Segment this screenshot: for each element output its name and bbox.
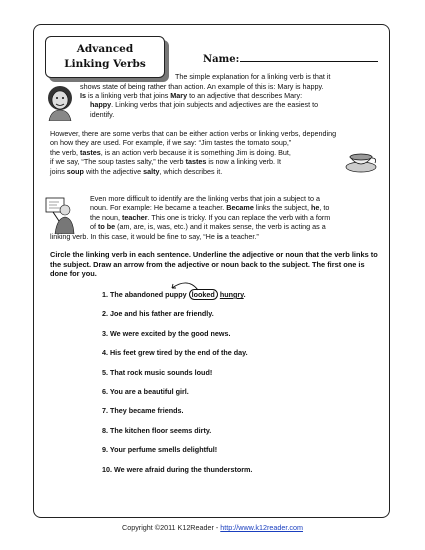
- p2-line-5: joins soup with the adjective salty, which describes it.: [50, 166, 223, 176]
- sentence-item[interactable]: 4. His feet grew tired by the end of the day.: [102, 348, 248, 358]
- copyright-text: Copyright ©2011 K12Reader -: [122, 523, 221, 532]
- sentence-list: [102, 290, 362, 484]
- sentence-item[interactable]: 10. We were afraid during the thunderstorm.: [102, 464, 253, 474]
- website-link[interactable]: http://www.k12reader.com: [220, 523, 303, 532]
- teacher-illustration: [45, 196, 75, 234]
- intro-paragraph-1: [80, 82, 385, 120]
- sentence-item[interactable]: 3. We were excited by the good news.: [102, 328, 231, 338]
- title-line-1: Advanced: [76, 43, 134, 55]
- sentence-item[interactable]: 6. You are a beautiful girl.: [102, 386, 189, 396]
- p3-line-4: of to be (am, are, is, was, etc.) and it makes sense, the verb is acting as a: [90, 222, 326, 232]
- intro-paragraph-3: [90, 194, 385, 232]
- intro-text-3: Is is a linking verb that joins Mary to an adjective that describes Mary:: [80, 90, 303, 100]
- p3-line-5: linking verb. In this case, it would be fine to say, “He is a teacher.”: [50, 231, 259, 241]
- sentence-item[interactable]: 5. That rock music sounds loud!: [102, 367, 213, 377]
- intro-text-4: happy. Linking verbs that join subjects and adjectives are the easiest to: [90, 100, 319, 110]
- name-field: [203, 52, 381, 65]
- p2-line-4: if we say, “The soup tastes salty,” the verb tastes is now a linking verb. It: [50, 157, 282, 167]
- example-arrow-icon: [168, 279, 202, 291]
- sentence-item[interactable]: 2. Joe and his father are friendly.: [102, 309, 214, 319]
- circled-verb: looked: [189, 289, 218, 300]
- intro-text-5: identify.: [90, 109, 115, 119]
- intro-paragraph-2: [50, 129, 385, 176]
- title-line-2: Linking Verbs: [64, 58, 146, 70]
- example-sentence: 1. The abandoned puppy looked hungry.: [102, 290, 362, 309]
- intro-paragraph-3-end: [50, 232, 385, 241]
- footer: [0, 523, 425, 532]
- sentence-item[interactable]: 8. The kitchen floor seems dirty.: [102, 425, 212, 435]
- p2-line-1: However, there are some verbs that can be either action verbs or linking verbs, depending: [50, 129, 337, 138]
- instructions: Circle the linking verb in each sentence. Underline the adjective or noun that the verb links to the subject. Draw an arrow from the adjective or noun back to the subject. The first one is done for you.: [50, 250, 378, 279]
- p3-line-2: noun. For example: He became a teacher. Became links the subject, he, to: [90, 203, 330, 213]
- name-blank-line: [240, 52, 378, 62]
- girl-illustration: [45, 85, 75, 121]
- intro-text: The simple explanation for a linking verb is that it: [175, 72, 331, 81]
- sentence-item[interactable]: 9. Your perfume smells delightful!: [102, 445, 218, 455]
- underlined-adjective: hungry: [219, 290, 244, 299]
- worksheet-title: [45, 36, 165, 78]
- intro-line-1: [175, 72, 385, 81]
- p3-line-1: Even more difficult to identify are the linking verbs that join a subject to a: [90, 194, 320, 203]
- p2-line-2: on how they are used. For example, if we say: “Jim tastes the tomato soup,”: [50, 138, 292, 148]
- intro-text-2: shows state of being rather than action. An example of this is: Mary is happy.: [80, 81, 324, 91]
- p2-line-3: the verb, tastes, is an action verb because it is something Jim is doing. But,: [50, 147, 291, 157]
- soup-bowl-illustration: [345, 147, 378, 173]
- name-label: Name:: [203, 54, 240, 65]
- example-prefix: 1. The abandoned puppy: [102, 290, 189, 299]
- p3-line-3: the noun, teacher. This one is tricky. If you can replace the verb with a form: [90, 212, 331, 222]
- sentence-item[interactable]: 7. They became friends.: [102, 406, 184, 416]
